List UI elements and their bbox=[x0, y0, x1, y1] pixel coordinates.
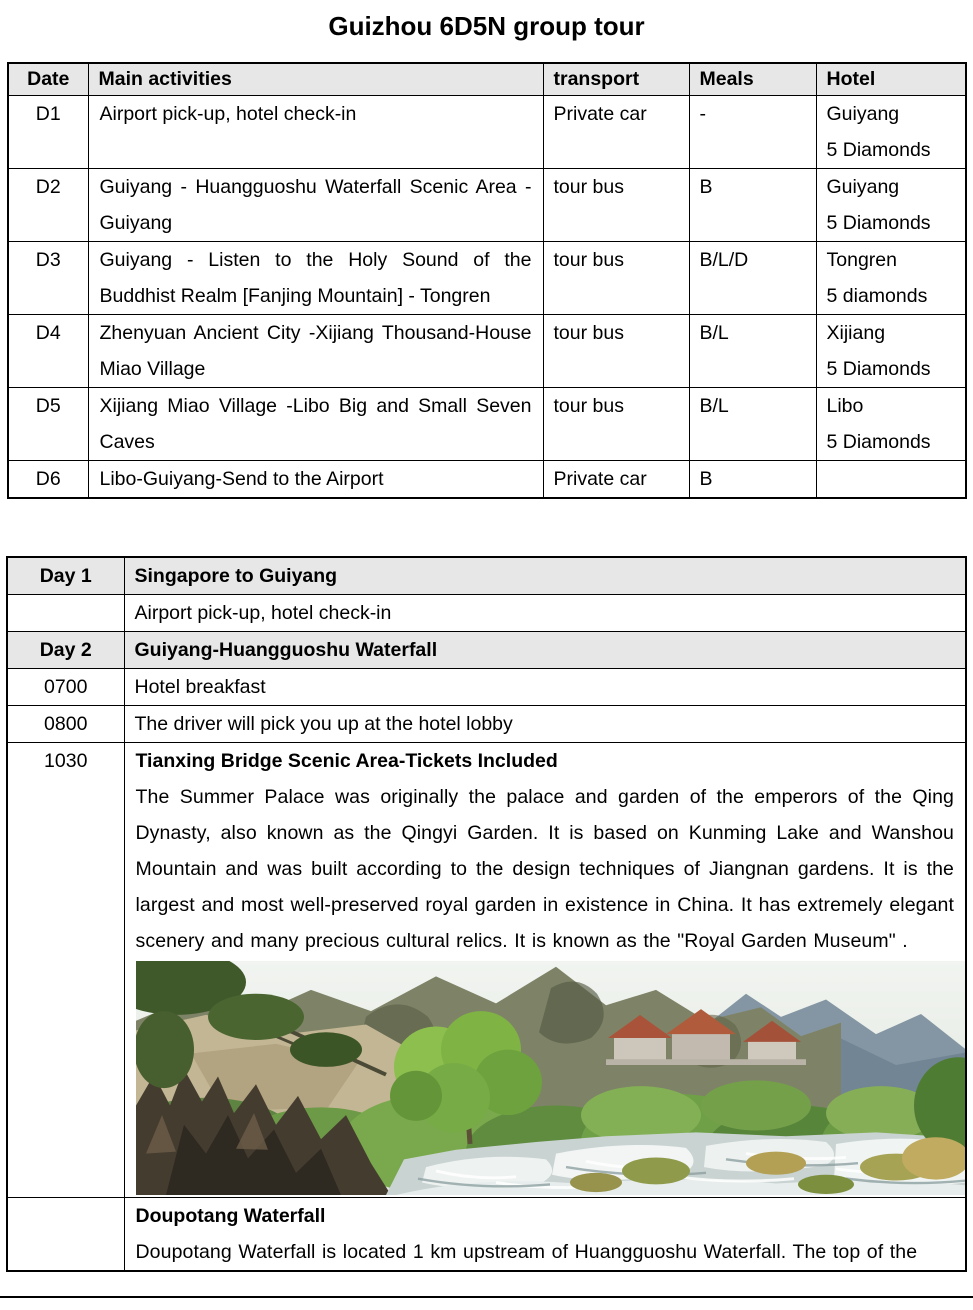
date-cell: D6 bbox=[8, 461, 88, 499]
transport-cell: tour bus bbox=[543, 315, 689, 388]
meals-cell: - bbox=[689, 96, 816, 169]
col-header-transport: transport bbox=[543, 63, 689, 96]
day-header-row bbox=[7, 632, 966, 669]
col-header-meals: Meals bbox=[689, 63, 816, 96]
table-row bbox=[8, 242, 966, 315]
table-row bbox=[8, 169, 966, 242]
col-header-activities: Main activities bbox=[88, 63, 543, 96]
date-cell: D2 bbox=[8, 169, 88, 242]
meals-cell: B/L bbox=[689, 388, 816, 461]
transport-cell: tour bus bbox=[543, 169, 689, 242]
activity-cell: Hotel breakfast bbox=[124, 669, 966, 706]
hotel-city: Guiyang bbox=[826, 176, 900, 198]
meals-cell: B/L/D bbox=[689, 242, 816, 315]
activities-cell: Airport pick-up, hotel check-in bbox=[88, 96, 543, 169]
activity-heading: Doupotang Waterfall bbox=[135, 1205, 326, 1227]
itinerary-photo bbox=[136, 961, 966, 1195]
table-row bbox=[8, 461, 966, 499]
activities-cell: Zhenyuan Ancient City -Xijiang Thousand-House Miao Village bbox=[88, 315, 543, 388]
day-title-cell: Guiyang-Huangguoshu Waterfall bbox=[124, 632, 966, 669]
hotel-rating: 5 Diamonds bbox=[826, 358, 931, 380]
transport-cell: Private car bbox=[543, 461, 689, 499]
hotel-cell bbox=[816, 169, 966, 242]
activity-description: The Summer Palace was originally the palace and garden of the emperors of the Qing Dynasty, also known as the Qingyi Garden. It is based on Kunming Lake and Wanshou Mountain and was built according to the design techniques of Jiangnan gardens. It is the largest and most well-preserved royal garden in existence in China. It has extremely elegant scenery and many precious cultural relics. It is known as the "Royal Garden Museum" . bbox=[135, 786, 954, 952]
hotel-city: Libo bbox=[826, 395, 864, 417]
date-cell: D4 bbox=[8, 315, 88, 388]
time-cell bbox=[7, 595, 124, 632]
itinerary-row bbox=[7, 595, 966, 632]
col-header-hotel: Hotel bbox=[816, 63, 966, 96]
hotel-rating: 5 Diamonds bbox=[826, 139, 931, 161]
hotel-city: Xijiang bbox=[826, 322, 886, 344]
itinerary-detail-row bbox=[7, 1198, 966, 1272]
hotel-cell bbox=[816, 315, 966, 388]
activity-detail-cell bbox=[124, 1198, 966, 1272]
hotel-rating: 5 diamonds bbox=[826, 285, 928, 307]
date-cell: D5 bbox=[8, 388, 88, 461]
hotel-rating: 5 Diamonds bbox=[826, 212, 931, 234]
hotel-rating: 5 Diamonds bbox=[826, 431, 931, 453]
itinerary-row bbox=[7, 706, 966, 743]
time-cell: 0700 bbox=[7, 669, 124, 706]
activities-cell: Guiyang - Huangguoshu Waterfall Scenic Area -Guiyang bbox=[88, 169, 543, 242]
itinerary-table bbox=[6, 556, 967, 1272]
activity-detail-cell bbox=[124, 743, 966, 1198]
page-cut-line bbox=[0, 1296, 973, 1298]
meals-cell: B bbox=[689, 461, 816, 499]
day-header-row bbox=[7, 557, 966, 595]
activities-cell: Guiyang - Listen to the Holy Sound of the Buddhist Realm [Fanjing Mountain] - Tongren bbox=[88, 242, 543, 315]
table-row bbox=[8, 96, 966, 169]
time-cell bbox=[7, 1198, 124, 1272]
table-row bbox=[8, 388, 966, 461]
day-label-cell: Day 1 bbox=[7, 557, 124, 595]
date-cell: D3 bbox=[8, 242, 88, 315]
page-cut-cover bbox=[0, 1298, 973, 1310]
hotel-city: Guiyang bbox=[826, 103, 900, 125]
activities-cell: Libo-Guiyang-Send to the Airport bbox=[88, 461, 543, 499]
transport-cell: tour bus bbox=[543, 388, 689, 461]
col-header-date: Date bbox=[8, 63, 88, 96]
meals-cell: B/L bbox=[689, 315, 816, 388]
activities-cell: Xijiang Miao Village -Libo Big and Small Seven Caves bbox=[88, 388, 543, 461]
hotel-cell bbox=[816, 242, 966, 315]
date-cell: D1 bbox=[8, 96, 88, 169]
meals-cell: B bbox=[689, 169, 816, 242]
summary-header-row bbox=[8, 63, 966, 96]
activity-heading: Tianxing Bridge Scenic Area-Tickets Included bbox=[135, 750, 558, 772]
hotel-cell bbox=[816, 388, 966, 461]
transport-cell: Private car bbox=[543, 96, 689, 169]
activity-cell: Airport pick-up, hotel check-in bbox=[124, 595, 966, 632]
hotel-cell bbox=[816, 461, 966, 499]
time-cell: 1030 bbox=[7, 743, 124, 1198]
itinerary-row bbox=[7, 669, 966, 706]
hotel-cell bbox=[816, 96, 966, 169]
tour-summary-table bbox=[7, 62, 967, 499]
itinerary-detail-row bbox=[7, 743, 966, 1198]
transport-cell: tour bus bbox=[543, 242, 689, 315]
activity-description: Doupotang Waterfall is located 1 km upstream of Huangguoshu Waterfall. The top of the bbox=[135, 1241, 918, 1263]
activity-cell: The driver will pick you up at the hotel lobby bbox=[124, 706, 966, 743]
day-label-cell: Day 2 bbox=[7, 632, 124, 669]
time-cell: 0800 bbox=[7, 706, 124, 743]
hotel-city: Tongren bbox=[826, 249, 897, 271]
page-title: Guizhou 6D5N group tour bbox=[328, 11, 645, 41]
table-row bbox=[8, 315, 966, 388]
day-title-cell: Singapore to Guiyang bbox=[124, 557, 966, 595]
